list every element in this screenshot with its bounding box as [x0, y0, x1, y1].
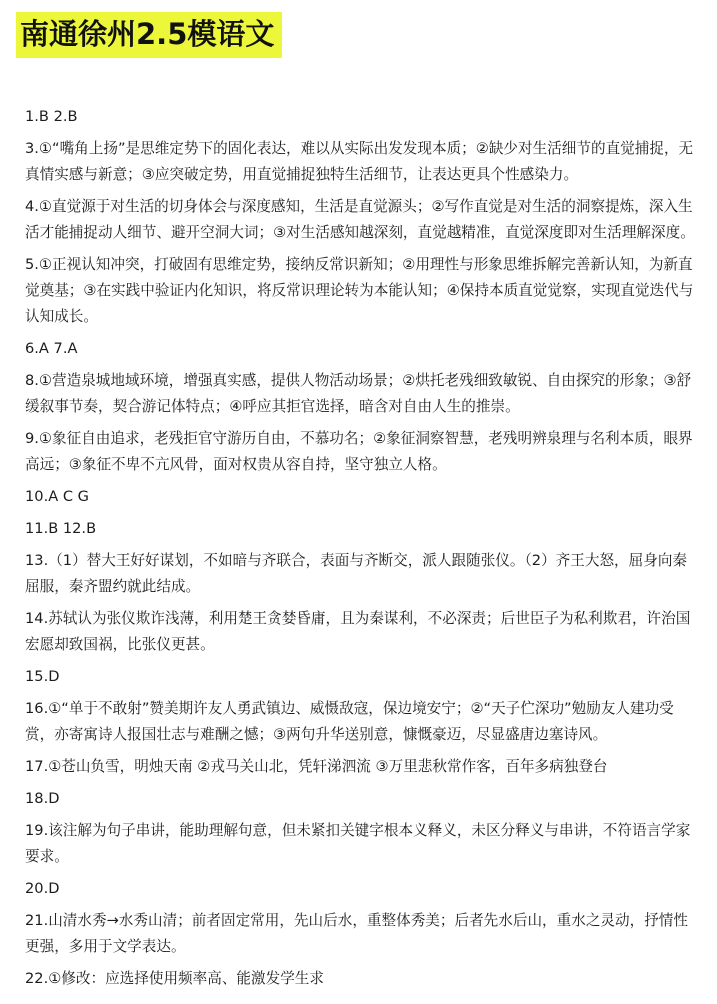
answer-item: 9.①象征自由追求，老残拒官守游历自由，不慕功名；②象征洞察智慧，老残明辨泉理与名利本质，眼界高远；③象征不卑不亢风骨，面对权贵从容自持，坚守独立人格。	[25, 430, 693, 473]
answer-item: 8.①营造泉城地域环境，增强真实感，提供人物活动场景；②烘托老残细致敏锐、自由探究的形象；③舒缓叙事节奏，契合游记体特点；④呼应其拒官选择，暗含对自由人生的推崇。	[25, 372, 692, 415]
answer-item: 4.①直觉源于对生活的切身体会与深度感知，生活是直觉源头；②写作直觉是对生活的洞察提炼，深入生活才能捕捉动人细节、避开空洞大词；③对生活感知越深刻，直觉越精准，直觉深度即对生活理解深度。	[25, 198, 695, 241]
answer-item: 15.D	[25, 668, 60, 685]
answer-item: 5.①正视认知冲突，打破固有思维定势，接纳反常识新知；②用理性与形象思维拆解完善新认知，为新直觉奠基；③在实践中验证内化知识，将反常识理论转为本能认知；④保持本质直觉觉察，实现直觉迭代与认知成长。	[25, 256, 694, 325]
answer-list	[25, 104, 697, 998]
answer-item: 6.A 7.A	[25, 340, 78, 357]
answer-item: 20.D	[25, 880, 60, 897]
title-banner	[16, 12, 282, 58]
answer-item: 17.①苍山负雪，明烛天南 ②戎马关山北，凭轩涕泗流 ③万里悲秋常作客，百年多病独登台	[25, 758, 608, 775]
answer-item: 14.苏轼认为张仪欺诈浅薄，利用楚王贪婪昏庸，且为秦谋利，不必深责；后世臣子为私利欺君，许治国宏愿却致国祸，比张仪更甚。	[25, 610, 691, 653]
fade-overlay	[330, 960, 717, 1004]
answer-item: 11.B 12.B	[25, 520, 97, 537]
answer-item: 13.（1）替大王好好谋划，不如暗与齐联合，表面与齐断交，派人跟随张仪。（2）齐王大怒，屈身向秦屈服，秦齐盟约就此结成。	[25, 552, 688, 595]
answer-item: 1.B 2.B	[25, 108, 78, 125]
answer-item: 21.山清水秀→水秀山清；前者固定常用，先山后水，重整体秀美；后者先水后山，重水之灵动，抒情性更强，多用于文学表达。	[25, 912, 688, 955]
answer-item: 19.该注解为句子串讲，能助理解句意，但未紧扣关键字根本义释义，未区分释义与串讲，不符语言学家要求。	[25, 822, 691, 865]
answer-item: 22.①修改：应选择使用频率高、能激发学生求	[25, 970, 324, 987]
answer-item: 3.①“嘴角上扬”是思维定势下的固化表达，难以从实际出发发现本质；②缺少对生活细节的直觉捕捉，无真情实感与新意；③应突破定势，用直觉捕捉独特生活细节，让表达更具个性感染力。	[25, 140, 694, 183]
answer-item: 10.A C G	[25, 488, 89, 505]
answer-item: 18.D	[25, 790, 60, 807]
page-title: 南通徐州2.5模语文	[16, 12, 282, 58]
answer-item: 16.①“单于不敢射”赞美期许友人勇武镇边、威慑敌寇，保边境安宁；②“天子伫深功”勉励友人建功受赏，亦寄寓诗人报国壮志与难酬之憾；③两句升华送别意，慷慨豪迈，尽显盛唐边塞诗风。	[25, 700, 674, 743]
